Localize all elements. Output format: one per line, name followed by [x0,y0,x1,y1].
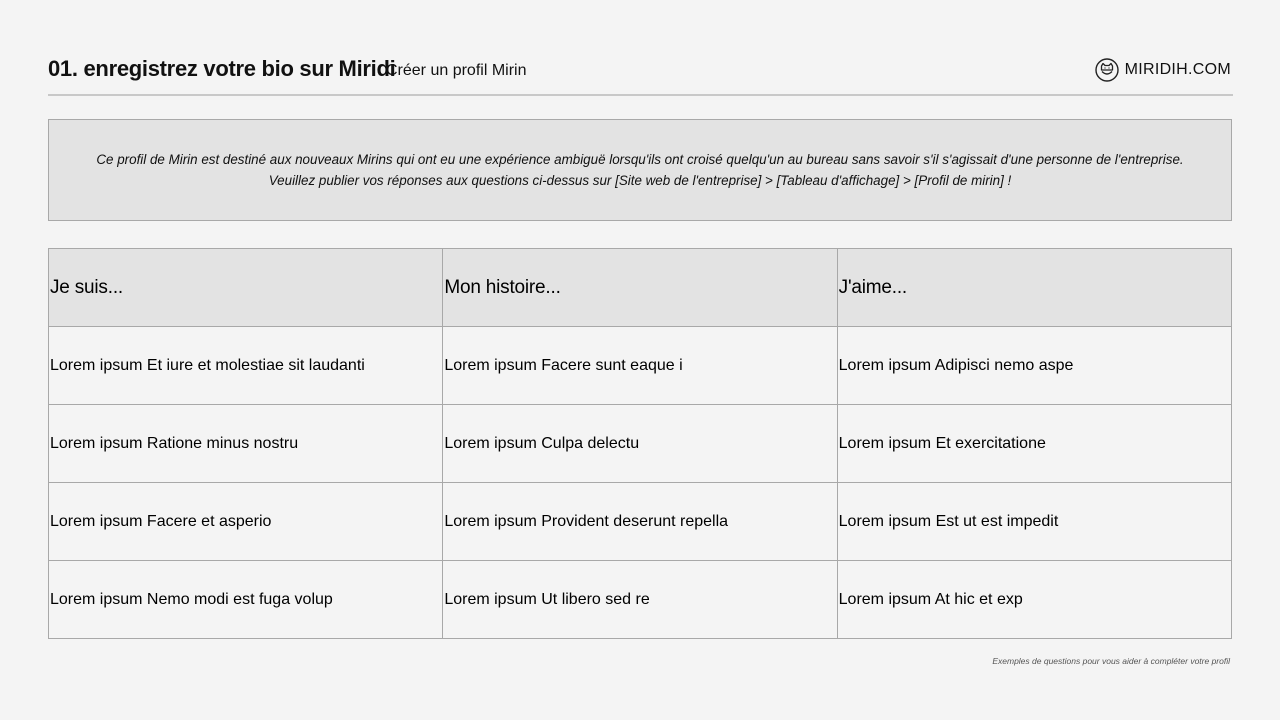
profile-table [48,248,1232,639]
table-cell: Lorem ipsum Et exercitatione [837,405,1231,483]
column-header-mon-histoire: Mon histoire... [443,249,837,327]
table-row [49,483,1232,561]
table-row [49,327,1232,405]
intro-line-1: Ce profil de Mirin est destiné aux nouveaux Mirins qui ont eu une expérience ambiguë lorsqu'ils ont croisé quelqu'un au bureau sans savoir s'il s'agissait d'une personne de l'entreprise. [96,152,1184,167]
table-cell: Lorem ipsum Facere sunt eaque i [443,327,837,405]
table-cell: Lorem ipsum At hic et exp [837,561,1231,639]
column-header-je-suis: Je suis... [49,249,443,327]
table-cell: Lorem ipsum Ratione minus nostru [49,405,443,483]
slide-header [48,54,1233,96]
cat-mask-logo-icon [1095,58,1119,82]
brand [1095,56,1231,84]
table-cell: Lorem ipsum Facere et asperio [49,483,443,561]
footnote: Exemples de questions pour vous aider à compléter votre profil [992,656,1230,666]
intro-box [48,119,1232,221]
table-cell: Lorem ipsum Culpa delectu [443,405,837,483]
table-cell: Lorem ipsum Adipisci nemo aspe [837,327,1231,405]
intro-line-2: Veuillez publier vos réponses aux questions ci-dessus sur [Site web de l'entreprise] > [Tableau d'affichage] > [Profil de mirin] ! [268,173,1012,188]
page-title: 01. enregistrez votre bio sur Miridi [48,56,396,81]
table-row [49,405,1232,483]
table-header-row [49,249,1232,327]
page-subtitle: Créer un profil Mirin [386,62,527,79]
table-row [49,561,1232,639]
table-cell: Lorem ipsum Nemo modi est fuga volup [49,561,443,639]
column-header-j-aime: J'aime... [837,249,1231,327]
table-cell: Lorem ipsum Et iure et molestiae sit laudanti [49,327,443,405]
table-cell: Lorem ipsum Est ut est impedit [837,483,1231,561]
table-cell: Lorem ipsum Provident deserunt repella [443,483,837,561]
brand-name: MIRIDIH.COM [1124,61,1231,78]
table-cell: Lorem ipsum Ut libero sed re [443,561,837,639]
